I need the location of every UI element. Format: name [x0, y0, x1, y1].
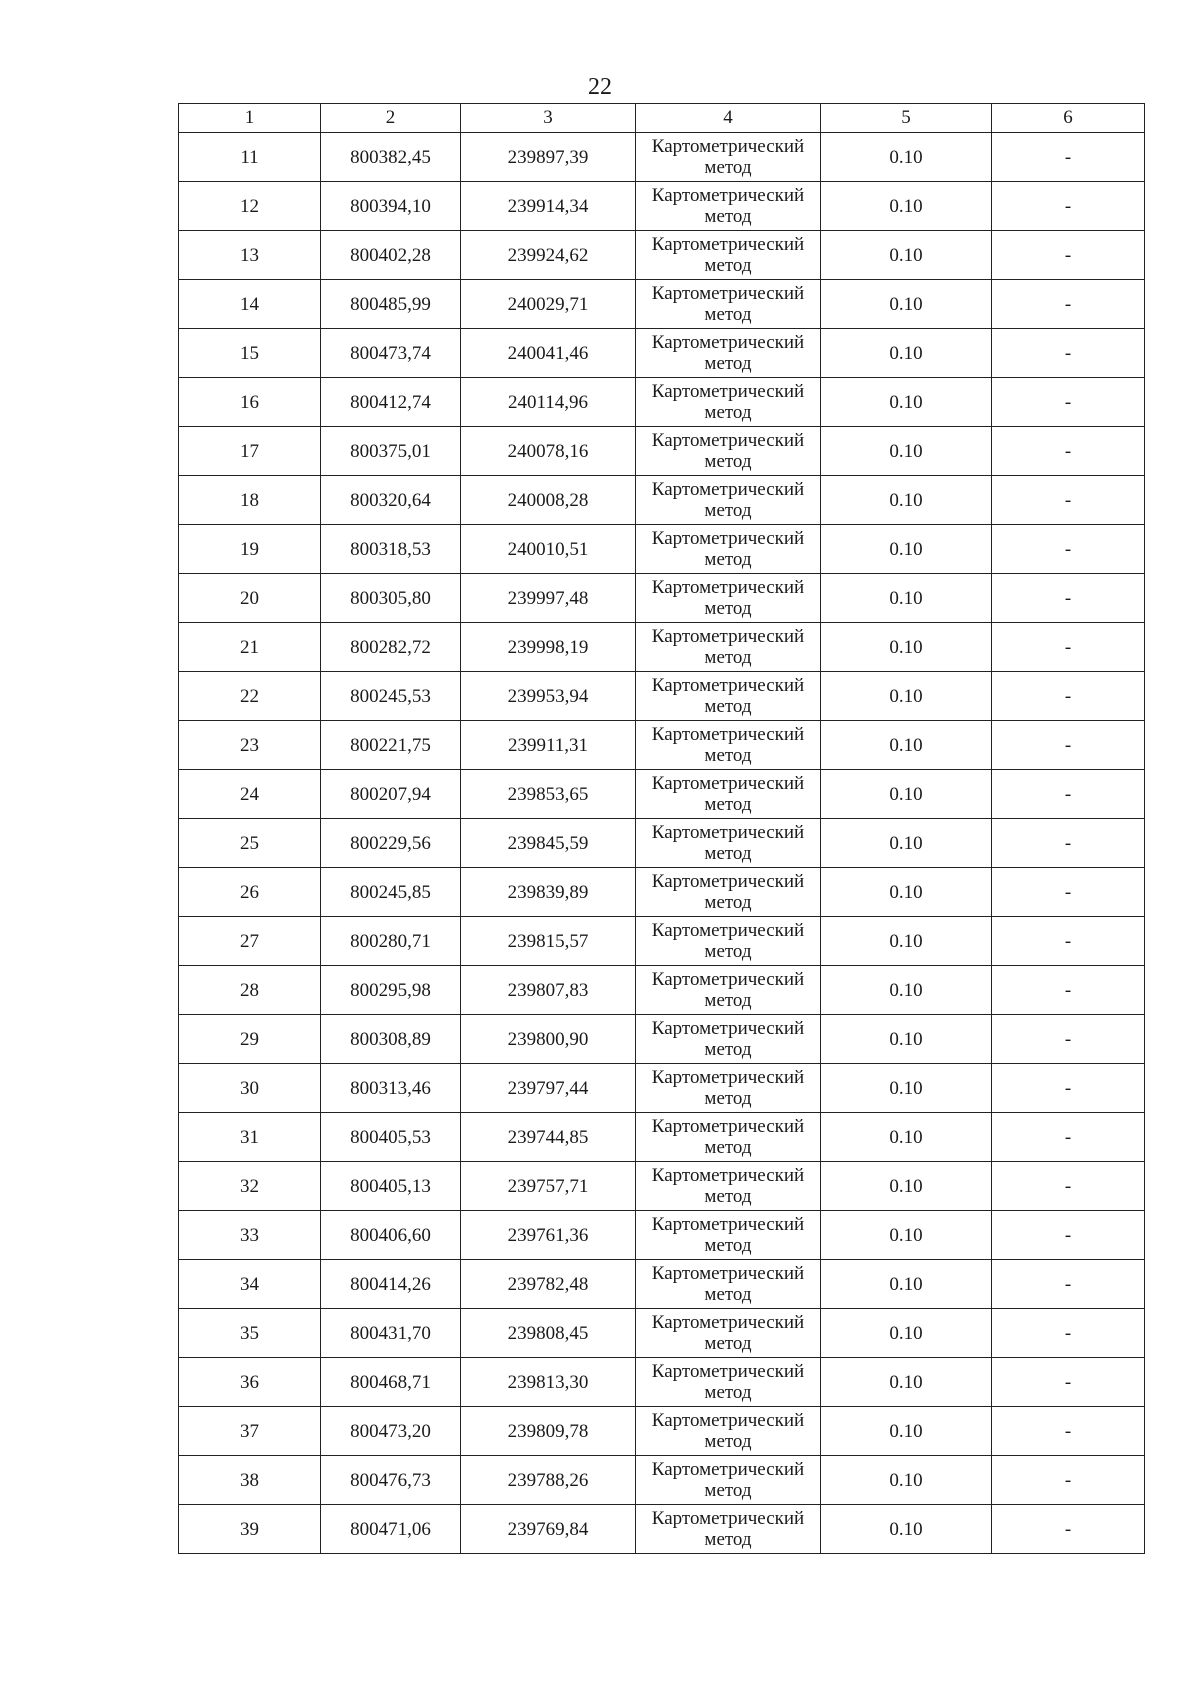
table-header-row	[179, 104, 1145, 133]
point-number-cell: 24	[179, 770, 321, 819]
method-cell	[636, 1505, 821, 1554]
method-line-1: Картометрический	[651, 626, 805, 647]
note-cell: -	[992, 1113, 1145, 1162]
x-coordinate-cell: 800468,71	[321, 1358, 461, 1407]
y-coordinate-cell: 240078,16	[461, 427, 636, 476]
table-row	[179, 1505, 1145, 1554]
x-coordinate-cell: 800471,06	[321, 1505, 461, 1554]
y-coordinate-cell: 240010,51	[461, 525, 636, 574]
method-line-2: метод	[704, 745, 752, 766]
method-line-1: Картометрический	[651, 1312, 805, 1333]
note-cell: -	[992, 672, 1145, 721]
table-row	[179, 427, 1145, 476]
method-cell	[636, 1456, 821, 1505]
table-row	[179, 1407, 1145, 1456]
note-cell: -	[992, 917, 1145, 966]
accuracy-cell: 0.10	[821, 378, 992, 427]
method-line-2: метод	[704, 1284, 752, 1305]
method-line-2: метод	[704, 892, 752, 913]
table-row	[179, 378, 1145, 427]
y-coordinate-cell: 239813,30	[461, 1358, 636, 1407]
method-line-2: метод	[704, 1480, 752, 1501]
table-body	[179, 133, 1145, 1554]
method-line-1: Картометрический	[651, 675, 805, 696]
x-coordinate-cell: 800412,74	[321, 378, 461, 427]
method-cell	[636, 476, 821, 525]
note-cell: -	[992, 525, 1145, 574]
method-line-2: метод	[704, 206, 752, 227]
point-number-cell: 36	[179, 1358, 321, 1407]
point-number-cell: 25	[179, 819, 321, 868]
method-cell	[636, 1407, 821, 1456]
method-line-1: Картометрический	[651, 1508, 805, 1529]
accuracy-cell: 0.10	[821, 574, 992, 623]
accuracy-cell: 0.10	[821, 721, 992, 770]
point-number-cell: 38	[179, 1456, 321, 1505]
column-header-6: 6	[992, 104, 1145, 133]
column-header-3: 3	[461, 104, 636, 133]
method-line-2: метод	[704, 549, 752, 570]
accuracy-cell: 0.10	[821, 1456, 992, 1505]
method-line-1: Картометрический	[651, 1361, 805, 1382]
accuracy-cell: 0.10	[821, 1407, 992, 1456]
x-coordinate-cell: 800320,64	[321, 476, 461, 525]
method-line-2: метод	[704, 941, 752, 962]
y-coordinate-cell: 239797,44	[461, 1064, 636, 1113]
method-cell	[636, 819, 821, 868]
point-number-cell: 18	[179, 476, 321, 525]
y-coordinate-cell: 240114,96	[461, 378, 636, 427]
accuracy-cell: 0.10	[821, 868, 992, 917]
method-line-1: Картометрический	[651, 969, 805, 990]
table-row	[179, 1309, 1145, 1358]
x-coordinate-cell: 800473,74	[321, 329, 461, 378]
note-cell: -	[992, 329, 1145, 378]
method-line-1: Картометрический	[651, 822, 805, 843]
accuracy-cell: 0.10	[821, 476, 992, 525]
table-row	[179, 1211, 1145, 1260]
table-row	[179, 1162, 1145, 1211]
method-cell	[636, 427, 821, 476]
x-coordinate-cell: 800402,28	[321, 231, 461, 280]
table-row	[179, 672, 1145, 721]
note-cell: -	[992, 819, 1145, 868]
method-line-1: Картометрический	[651, 920, 805, 941]
x-coordinate-cell: 800382,45	[321, 133, 461, 182]
method-line-1: Картометрический	[651, 1116, 805, 1137]
method-cell	[636, 574, 821, 623]
y-coordinate-cell: 239845,59	[461, 819, 636, 868]
accuracy-cell: 0.10	[821, 231, 992, 280]
y-coordinate-cell: 239997,48	[461, 574, 636, 623]
x-coordinate-cell: 800405,13	[321, 1162, 461, 1211]
note-cell: -	[992, 1407, 1145, 1456]
method-line-2: метод	[704, 304, 752, 325]
note-cell: -	[992, 1505, 1145, 1554]
note-cell: -	[992, 476, 1145, 525]
table-row	[179, 1113, 1145, 1162]
y-coordinate-cell: 239761,36	[461, 1211, 636, 1260]
point-number-cell: 34	[179, 1260, 321, 1309]
point-number-cell: 28	[179, 966, 321, 1015]
x-coordinate-cell: 800221,75	[321, 721, 461, 770]
method-cell	[636, 1015, 821, 1064]
method-cell	[636, 1162, 821, 1211]
note-cell: -	[992, 623, 1145, 672]
point-number-cell: 13	[179, 231, 321, 280]
coordinates-table	[178, 103, 1145, 1554]
note-cell: -	[992, 427, 1145, 476]
method-line-2: метод	[704, 1186, 752, 1207]
y-coordinate-cell: 239998,19	[461, 623, 636, 672]
method-line-2: метод	[704, 1088, 752, 1109]
y-coordinate-cell: 240041,46	[461, 329, 636, 378]
method-line-2: метод	[704, 1333, 752, 1354]
method-cell	[636, 182, 821, 231]
y-coordinate-cell: 239809,78	[461, 1407, 636, 1456]
note-cell: -	[992, 280, 1145, 329]
y-coordinate-cell: 239853,65	[461, 770, 636, 819]
x-coordinate-cell: 800305,80	[321, 574, 461, 623]
x-coordinate-cell: 800405,53	[321, 1113, 461, 1162]
method-line-2: метод	[704, 353, 752, 374]
y-coordinate-cell: 239782,48	[461, 1260, 636, 1309]
accuracy-cell: 0.10	[821, 672, 992, 721]
x-coordinate-cell: 800394,10	[321, 182, 461, 231]
accuracy-cell: 0.10	[821, 917, 992, 966]
method-line-1: Картометрический	[651, 381, 805, 402]
method-line-2: метод	[704, 1039, 752, 1060]
table-row	[179, 819, 1145, 868]
x-coordinate-cell: 800295,98	[321, 966, 461, 1015]
accuracy-cell: 0.10	[821, 1113, 992, 1162]
x-coordinate-cell: 800375,01	[321, 427, 461, 476]
point-number-cell: 29	[179, 1015, 321, 1064]
accuracy-cell: 0.10	[821, 1162, 992, 1211]
method-line-1: Картометрический	[651, 528, 805, 549]
y-coordinate-cell: 239769,84	[461, 1505, 636, 1554]
method-cell	[636, 231, 821, 280]
method-cell	[636, 672, 821, 721]
method-cell	[636, 1309, 821, 1358]
x-coordinate-cell: 800485,99	[321, 280, 461, 329]
method-cell	[636, 1064, 821, 1113]
table-row	[179, 770, 1145, 819]
accuracy-cell: 0.10	[821, 623, 992, 672]
x-coordinate-cell: 800313,46	[321, 1064, 461, 1113]
point-number-cell: 15	[179, 329, 321, 378]
y-coordinate-cell: 240029,71	[461, 280, 636, 329]
point-number-cell: 35	[179, 1309, 321, 1358]
note-cell: -	[992, 574, 1145, 623]
point-number-cell: 12	[179, 182, 321, 231]
note-cell: -	[992, 1211, 1145, 1260]
table-row	[179, 280, 1145, 329]
method-line-2: метод	[704, 500, 752, 521]
accuracy-cell: 0.10	[821, 1260, 992, 1309]
accuracy-cell: 0.10	[821, 819, 992, 868]
accuracy-cell: 0.10	[821, 1211, 992, 1260]
point-number-cell: 33	[179, 1211, 321, 1260]
method-line-2: метод	[704, 402, 752, 423]
accuracy-cell: 0.10	[821, 1505, 992, 1554]
x-coordinate-cell: 800229,56	[321, 819, 461, 868]
column-header-2: 2	[321, 104, 461, 133]
method-cell	[636, 280, 821, 329]
accuracy-cell: 0.10	[821, 1309, 992, 1358]
method-line-2: метод	[704, 1431, 752, 1452]
note-cell: -	[992, 1162, 1145, 1211]
method-cell	[636, 623, 821, 672]
table-row	[179, 182, 1145, 231]
x-coordinate-cell: 800476,73	[321, 1456, 461, 1505]
page-number: 22	[588, 74, 612, 100]
method-cell	[636, 378, 821, 427]
method-line-1: Картометрический	[651, 283, 805, 304]
method-line-2: метод	[704, 794, 752, 815]
table-row	[179, 476, 1145, 525]
column-header-4: 4	[636, 104, 821, 133]
method-line-2: метод	[704, 647, 752, 668]
method-line-2: метод	[704, 1235, 752, 1256]
note-cell: -	[992, 1015, 1145, 1064]
table-row	[179, 525, 1145, 574]
y-coordinate-cell: 239914,34	[461, 182, 636, 231]
point-number-cell: 19	[179, 525, 321, 574]
table-row	[179, 721, 1145, 770]
accuracy-cell: 0.10	[821, 770, 992, 819]
x-coordinate-cell: 800280,71	[321, 917, 461, 966]
point-number-cell: 31	[179, 1113, 321, 1162]
method-line-1: Картометрический	[651, 1067, 805, 1088]
method-line-2: метод	[704, 451, 752, 472]
table-row	[179, 574, 1145, 623]
table-row	[179, 1456, 1145, 1505]
method-line-1: Картометрический	[651, 1214, 805, 1235]
method-line-1: Картометрический	[651, 724, 805, 745]
method-cell	[636, 721, 821, 770]
method-cell	[636, 525, 821, 574]
note-cell: -	[992, 770, 1145, 819]
accuracy-cell: 0.10	[821, 1064, 992, 1113]
point-number-cell: 27	[179, 917, 321, 966]
table-row	[179, 1015, 1145, 1064]
point-number-cell: 22	[179, 672, 321, 721]
x-coordinate-cell: 800318,53	[321, 525, 461, 574]
y-coordinate-cell: 239807,83	[461, 966, 636, 1015]
y-coordinate-cell: 239808,45	[461, 1309, 636, 1358]
y-coordinate-cell: 239839,89	[461, 868, 636, 917]
point-number-cell: 16	[179, 378, 321, 427]
method-cell	[636, 966, 821, 1015]
x-coordinate-cell: 800431,70	[321, 1309, 461, 1358]
method-line-2: метод	[704, 157, 752, 178]
column-header-1: 1	[179, 104, 321, 133]
method-line-2: метод	[704, 990, 752, 1011]
y-coordinate-cell: 239788,26	[461, 1456, 636, 1505]
note-cell: -	[992, 1358, 1145, 1407]
table-row	[179, 133, 1145, 182]
x-coordinate-cell: 800308,89	[321, 1015, 461, 1064]
method-cell	[636, 1113, 821, 1162]
method-line-1: Картометрический	[651, 1459, 805, 1480]
method-line-2: метод	[704, 1382, 752, 1403]
method-line-2: метод	[704, 1137, 752, 1158]
y-coordinate-cell: 239953,94	[461, 672, 636, 721]
x-coordinate-cell: 800245,85	[321, 868, 461, 917]
note-cell: -	[992, 1064, 1145, 1113]
x-coordinate-cell: 800207,94	[321, 770, 461, 819]
point-number-cell: 20	[179, 574, 321, 623]
point-number-cell: 14	[179, 280, 321, 329]
accuracy-cell: 0.10	[821, 427, 992, 476]
method-line-1: Картометрический	[651, 773, 805, 794]
method-line-2: метод	[704, 1529, 752, 1550]
note-cell: -	[992, 182, 1145, 231]
method-line-1: Картометрический	[651, 871, 805, 892]
table-row	[179, 868, 1145, 917]
accuracy-cell: 0.10	[821, 133, 992, 182]
method-line-1: Картометрический	[651, 1165, 805, 1186]
point-number-cell: 39	[179, 1505, 321, 1554]
y-coordinate-cell: 239744,85	[461, 1113, 636, 1162]
note-cell: -	[992, 966, 1145, 1015]
method-line-1: Картометрический	[651, 1410, 805, 1431]
x-coordinate-cell: 800245,53	[321, 672, 461, 721]
accuracy-cell: 0.10	[821, 1015, 992, 1064]
y-coordinate-cell: 239800,90	[461, 1015, 636, 1064]
table-row	[179, 623, 1145, 672]
point-number-cell: 21	[179, 623, 321, 672]
method-cell	[636, 917, 821, 966]
method-line-2: метод	[704, 696, 752, 717]
table-row	[179, 917, 1145, 966]
method-cell	[636, 133, 821, 182]
method-line-1: Картометрический	[651, 1018, 805, 1039]
accuracy-cell: 0.10	[821, 966, 992, 1015]
note-cell: -	[992, 133, 1145, 182]
method-line-1: Картометрический	[651, 332, 805, 353]
y-coordinate-cell: 239815,57	[461, 917, 636, 966]
y-coordinate-cell: 239897,39	[461, 133, 636, 182]
table-row	[179, 231, 1145, 280]
column-header-5: 5	[821, 104, 992, 133]
point-number-cell: 30	[179, 1064, 321, 1113]
note-cell: -	[992, 868, 1145, 917]
method-line-1: Картометрический	[651, 185, 805, 206]
y-coordinate-cell: 239911,31	[461, 721, 636, 770]
accuracy-cell: 0.10	[821, 1358, 992, 1407]
method-line-1: Картометрический	[651, 577, 805, 598]
method-cell	[636, 1260, 821, 1309]
method-cell	[636, 770, 821, 819]
point-number-cell: 32	[179, 1162, 321, 1211]
accuracy-cell: 0.10	[821, 525, 992, 574]
y-coordinate-cell: 239924,62	[461, 231, 636, 280]
method-line-1: Картометрический	[651, 479, 805, 500]
accuracy-cell: 0.10	[821, 280, 992, 329]
table-row	[179, 966, 1145, 1015]
method-line-2: метод	[704, 255, 752, 276]
method-line-1: Картометрический	[651, 234, 805, 255]
point-number-cell: 11	[179, 133, 321, 182]
note-cell: -	[992, 1260, 1145, 1309]
table-row	[179, 1064, 1145, 1113]
note-cell: -	[992, 1456, 1145, 1505]
point-number-cell: 17	[179, 427, 321, 476]
note-cell: -	[992, 231, 1145, 280]
y-coordinate-cell: 240008,28	[461, 476, 636, 525]
accuracy-cell: 0.10	[821, 329, 992, 378]
accuracy-cell: 0.10	[821, 182, 992, 231]
point-number-cell: 37	[179, 1407, 321, 1456]
method-line-1: Картометрический	[651, 136, 805, 157]
table-row	[179, 1260, 1145, 1309]
y-coordinate-cell: 239757,71	[461, 1162, 636, 1211]
x-coordinate-cell: 800406,60	[321, 1211, 461, 1260]
method-cell	[636, 1211, 821, 1260]
method-line-1: Картометрический	[651, 1263, 805, 1284]
note-cell: -	[992, 378, 1145, 427]
method-cell	[636, 1358, 821, 1407]
note-cell: -	[992, 1309, 1145, 1358]
point-number-cell: 23	[179, 721, 321, 770]
method-line-1: Картометрический	[651, 430, 805, 451]
x-coordinate-cell: 800473,20	[321, 1407, 461, 1456]
method-line-2: метод	[704, 598, 752, 619]
x-coordinate-cell: 800282,72	[321, 623, 461, 672]
method-cell	[636, 329, 821, 378]
table-row	[179, 1358, 1145, 1407]
note-cell: -	[992, 721, 1145, 770]
method-cell	[636, 868, 821, 917]
point-number-cell: 26	[179, 868, 321, 917]
method-line-2: метод	[704, 843, 752, 864]
table-row	[179, 329, 1145, 378]
x-coordinate-cell: 800414,26	[321, 1260, 461, 1309]
